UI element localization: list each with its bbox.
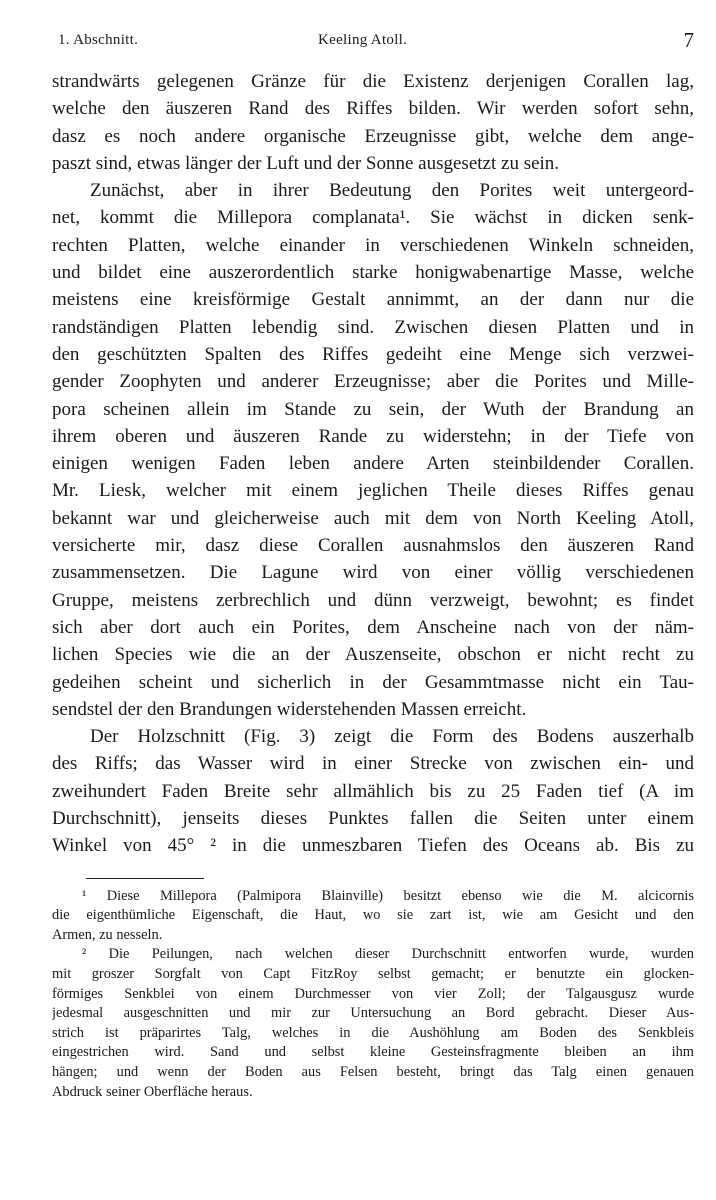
book-page bbox=[52, 28, 694, 1102]
text-line: pora scheinen allein im Stande zu sein, der Wuth der Brandung an bbox=[52, 398, 694, 420]
text-line: einigen wenigen Faden leben andere Arten steinbildender Corallen. bbox=[52, 453, 694, 475]
text-line: zweihundert Faden Breite sehr allmählich bis zu 25 Faden tief (A im bbox=[52, 780, 694, 802]
text-line: rechten Platten, welche einander in verschiedenen Winkeln schneiden, bbox=[52, 234, 694, 256]
footnote-line: ¹ Diese Millepora (Palmipora Blainville) besitzt ebenso wie die M. alcicornis bbox=[82, 887, 694, 904]
text-line: Mr. Liesk, welcher mit einem jeglichen Theile dieses Riffes genau bbox=[52, 480, 694, 502]
text-line: gender Zoophyten und anderer Erzeugnisse; aber die Porites und Mille- bbox=[52, 371, 694, 393]
footnotes bbox=[52, 887, 694, 1103]
text-line: bekannt war und gleicherweise auch mit dem von North Keeling Atoll, bbox=[52, 507, 694, 529]
text-line: strandwärts gelegenen Gränze für die Existenz derjenigen Corallen lag, bbox=[52, 71, 694, 92]
running-title: Keeling Atoll. bbox=[318, 32, 408, 48]
text-line: lichen Species wie die an der Auszenseite, obschon er nicht recht zu bbox=[52, 644, 694, 666]
text-line: Zunächst, aber in ihrer Bedeutung den Porites weit untergeord- bbox=[90, 180, 694, 202]
footnote-line: Armen, zu nesseln. bbox=[52, 926, 163, 943]
text-line: Winkel von 45° ² in die unmeszbaren Tiefen des Oceans ab. Bis zu bbox=[52, 835, 694, 857]
footnote-line: mit groszer Sorgfalt von Capt FitzRoy selbst gemacht; er benutzte ein glocken- bbox=[52, 965, 694, 982]
footnote-line: eingestrichen wird. Sand und selbst kleine Gesteinsfragmente bleiben an ihm bbox=[52, 1044, 694, 1061]
footnote-line: ² Die Peilungen, nach welchen dieser Durchschnitt entworfen wurde, wurden bbox=[82, 946, 694, 963]
text-line: Gruppe, meistens zerbrechlich und dünn verzweigt, bewohnt; es findet bbox=[52, 589, 694, 611]
text-line: gedeihen scheint und sicherlich in der Gesammtmasse nicht ein Tau- bbox=[52, 671, 694, 693]
text-line: des Riffs; das Wasser wird in einer Strecke von zwischen ein- und bbox=[52, 753, 694, 775]
text-line: Der Holzschnitt (Fig. 3) zeigt die Form des Bodens auszerhalb bbox=[90, 726, 694, 748]
text-line: zusammensetzen. Die Lagune wird von einer völlig verschiedenen bbox=[52, 562, 694, 584]
footnote-line: förmiges Senkblei von einem Durchmesser von vier Zoll; der Talgausgusz wurde bbox=[52, 985, 694, 1002]
text-line: net, kommt die Millepora complanata¹. Sie wächst in dicken senk- bbox=[52, 207, 694, 229]
footnote-line: strich ist präparirtes Talg, welches in die Aushöhlung am Boden des Senkbleis bbox=[52, 1024, 694, 1041]
footnote-line: Abdruck seiner Oberfläche heraus. bbox=[52, 1083, 253, 1100]
text-line: Durchschnitt), jenseits dieses Punktes fallen die Seiten unter einem bbox=[52, 808, 694, 830]
text-line: den geschützten Spalten des Riffes gedeiht eine Menge sich verzwei- bbox=[52, 343, 694, 365]
footnote-rule bbox=[86, 878, 204, 879]
text-line: sendstel der den Brandungen widerstehenden Massen erreicht. bbox=[52, 698, 527, 720]
text-line: versicherte mir, dasz diese Corallen ausnahmslos den äuszeren Rand bbox=[52, 535, 694, 557]
section-label: 1. Abschnitt. bbox=[58, 32, 139, 48]
text-line: sich aber dort auch ein Porites, dem Anscheine nach von der näm- bbox=[52, 616, 694, 638]
running-head bbox=[52, 28, 694, 58]
text-line: dasz es noch andere organische Erzeugnisse gibt, welche dem ange- bbox=[52, 125, 694, 147]
footnote-line: jedesmal ausgeschnitten und mir zur Untersuchung an Bord gebracht. Dieser Aus- bbox=[52, 1005, 694, 1022]
text-line: randständigen Platten lebendig sind. Zwischen diesen Platten und in bbox=[52, 316, 694, 338]
text-line: paszt sind, etwas länger der Luft und der Sonne ausgesetzt zu sein. bbox=[52, 152, 560, 174]
page-number: 7 bbox=[683, 28, 694, 52]
footnote-line: hängen; und wenn der Boden aus Felsen besteht, bringt das Talg einen genauen bbox=[52, 1063, 694, 1080]
body-text bbox=[52, 68, 694, 860]
text-line: und bildet eine auszerordentlich starke honigwabenartige Masse, welche bbox=[52, 262, 694, 284]
text-line: ihrem oberen und äuszeren Rande zu widerstehn; in der Tiefe von bbox=[52, 425, 694, 447]
text-line: welche den äuszeren Rand des Riffes bilden. Wir werden sofort sehn, bbox=[52, 98, 694, 120]
footnote-line: die eigenthümliche Eigenschaft, die Haut, wo sie zart ist, wie am Gesicht und den bbox=[52, 907, 694, 924]
text-line: meistens eine kreisförmige Gestalt annimmt, an der dann nur die bbox=[52, 289, 694, 311]
